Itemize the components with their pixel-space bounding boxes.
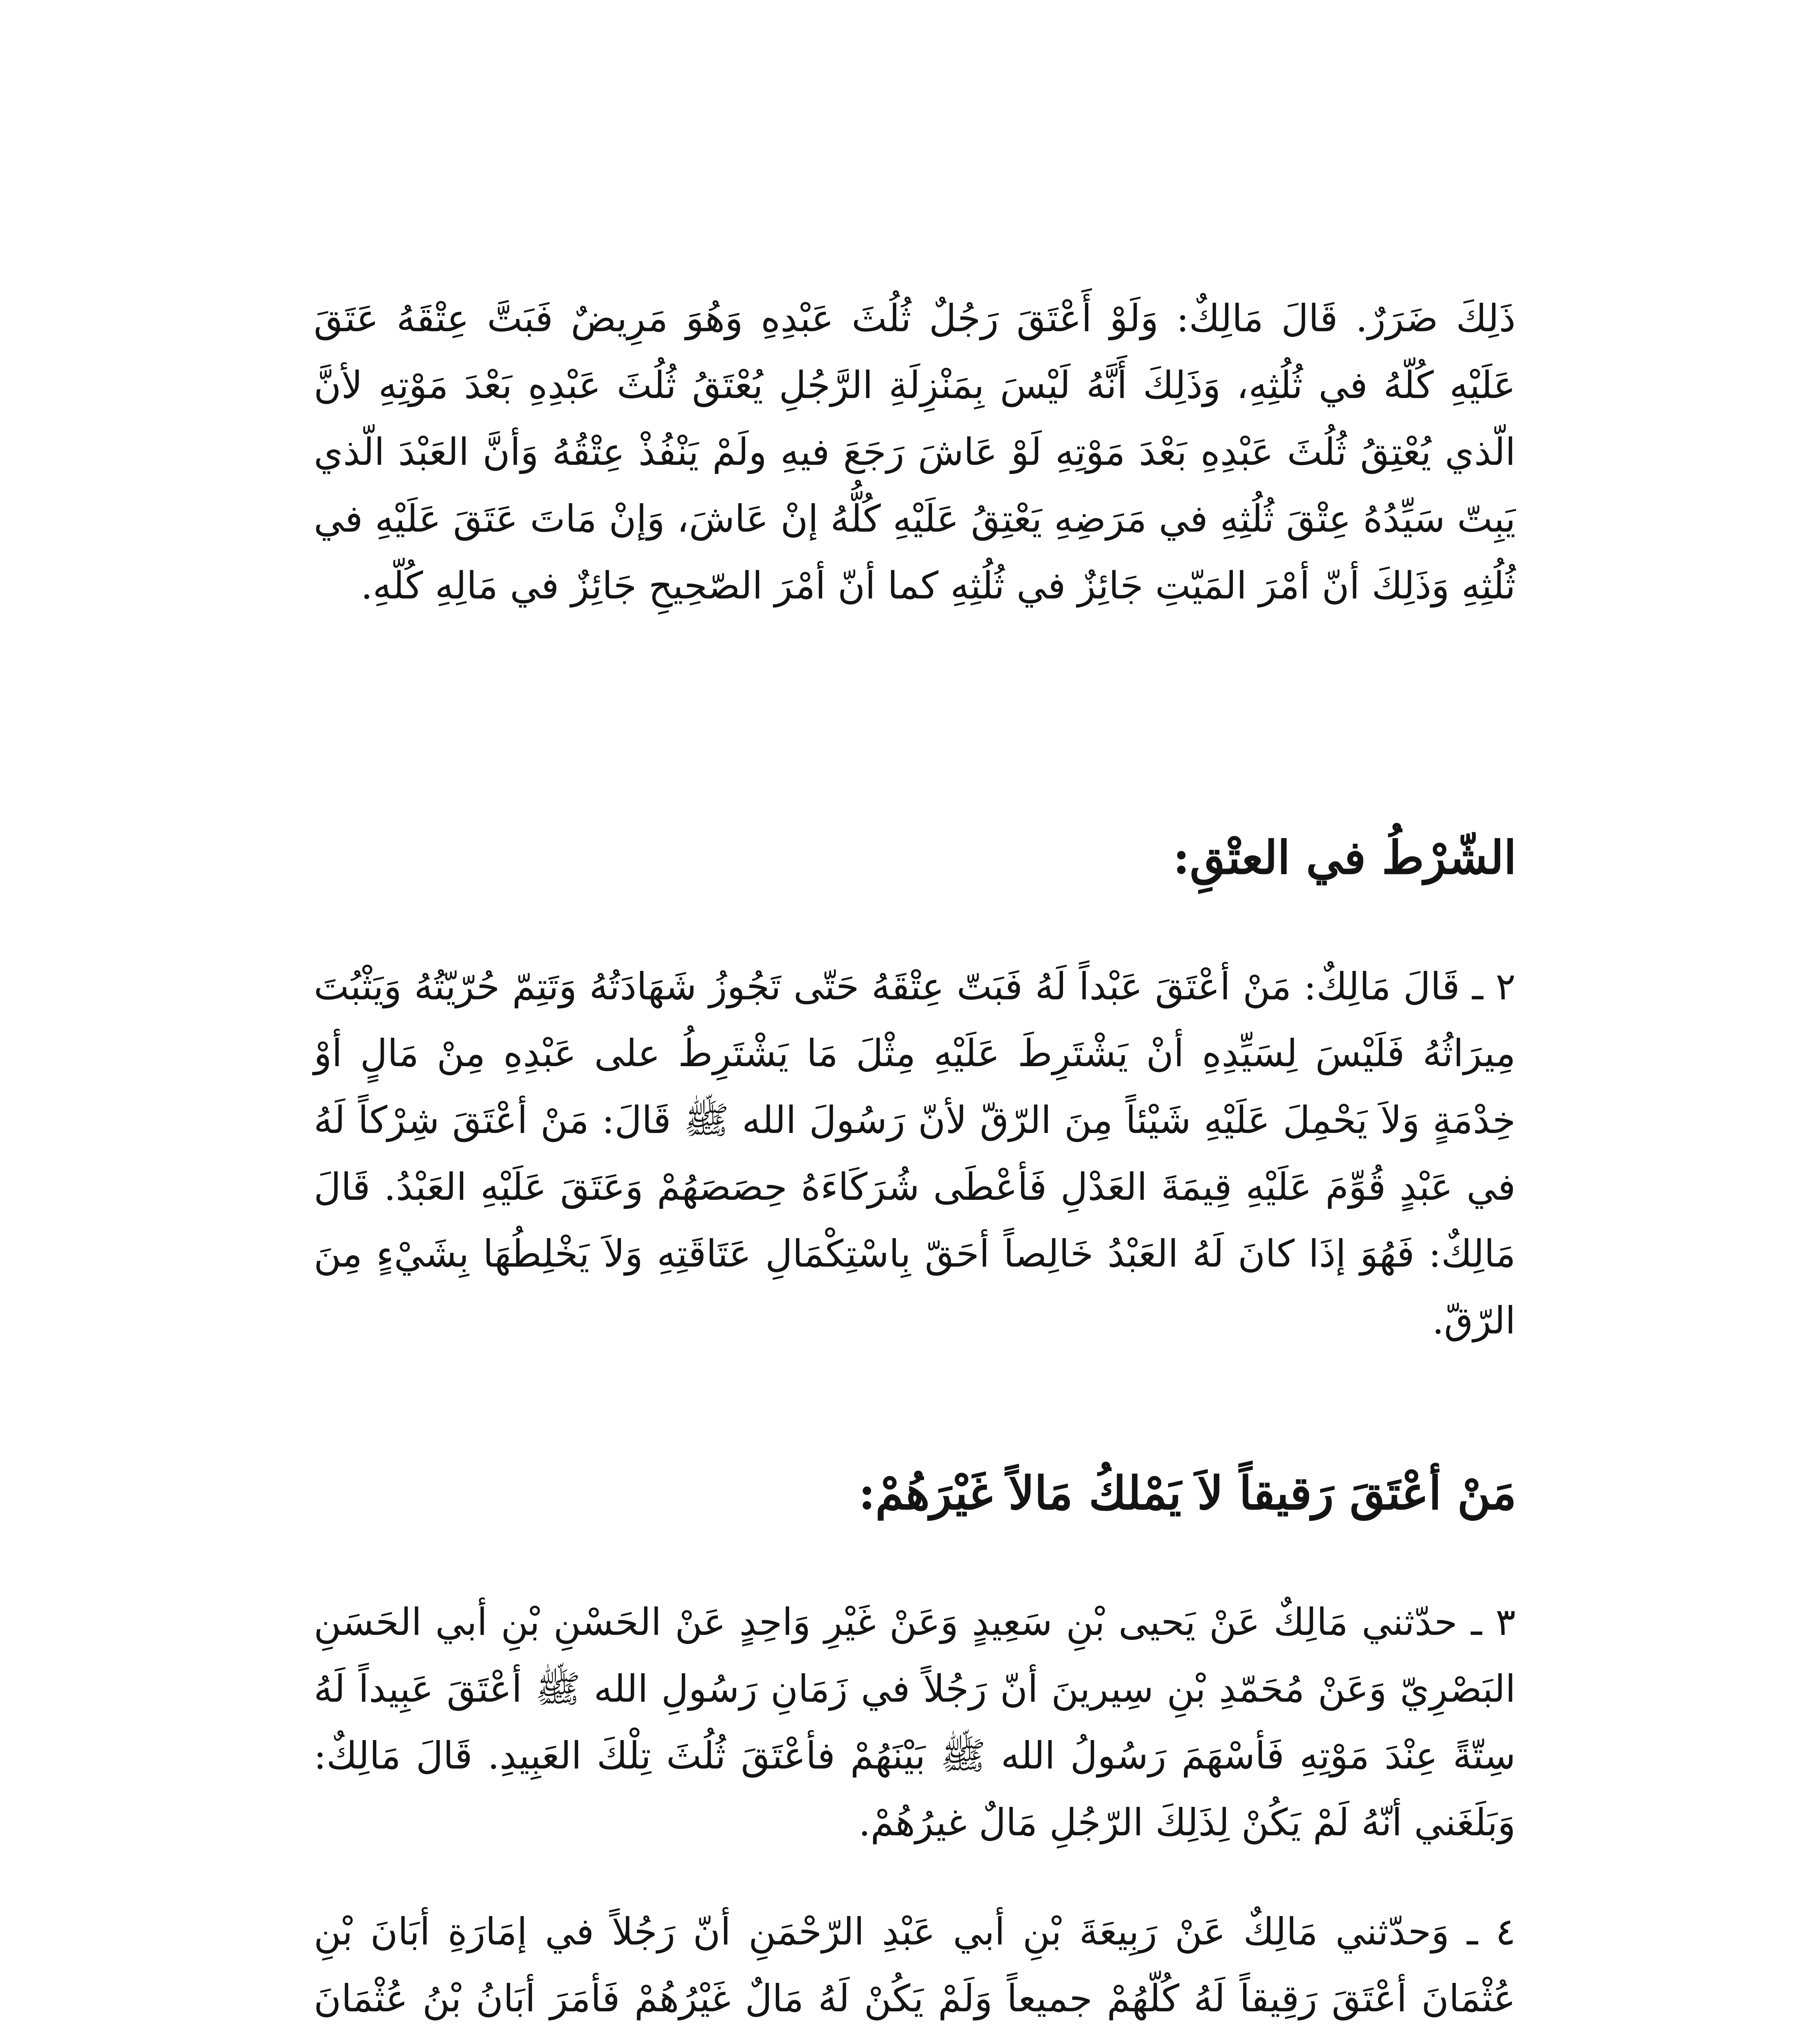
paragraph-2: ٢ ـ قَالَ مَالِكٌ: مَنْ أعْتَقَ عَبْداً لَهُ فَبَتّ عِتْقَهُ حَتّى تَجُوزُ شَهَادَتُهُ وَتَتِمّ حُرّيّتُهُ وَيَثْبُتَ مِيرَاثُهُ فَلَيْسَ لِسَيِّدِهِ أنْ يَشْتَرِطَ عَلَيْهِ مِثْلَ مَا يَشْتَرِطُ على عَبْدِهِ مِنْ مَالٍ أوْ خِدْمَةٍ وَلاَ يَحْمِلَ عَلَيْهِ شَيْئاً مِنَ الرّقّ لأنّ رَسُولَ الله ﷺ قَالَ: مَنْ أعْتَقَ شِرْكاً لَهُ في عَبْدٍ قُوِّمَ عَلَيْهِ قِيمَةَ العَدْلِ فَأعْطَى شُرَكَاءَهُ حِصَصَهُمْ وَعَتَقَ عَلَيْهِ العَبْدُ. قَالَ مَالِكٌ: فَهُوَ إذَا كانَ لَهُ العَبْدُ خَالِصاً أحَقّ بِاسْتِكْمَالِ عَتَاقَتِهِ وَلاَ يَخْلِطُهَا بِشَيْءٍ مِنَ الرّقّ.: [314, 965, 1516, 1342]
paragraph-3: ٣ ـ حدّثني مَالِكٌ عَنْ يَحيى بْنِ سَعِيدٍ وَعَنْ غَيْرِ وَاحِدٍ عَنْ الحَسْنِ بْنِ أبي الحَسَنِ البَصْرِيّ وَعَنْ مُحَمّدِ بْنِ سِيرينَ أنّ رَجُلاً في زَمَانِ رَسُولِ الله ﷺ أعْتَقَ عَبِيداً لَهُ سِتّةً عِنْدَ مَوْتِهِ فَأسْهَمَ رَسُولُ الله ﷺ بَيْنَهُمْ فأعْتَقَ ثُلُثَ تِلْكَ العَبِيدِ. قَالَ مَالِكٌ: وَبَلَغَني أنّهُ لَمْ يَكُنْ لِذَلِكَ الرّجُلِ مَالٌ غيرُهُمْ.: [314, 1600, 1516, 1844]
paragraph-4: ٤ ـ وَحدّثني مَالِكٌ عَنْ رَبِيعَةَ بْنِ أبي عَبْدِ الرّحْمَنِ أنّ رَجُلاً في إمَارَةِ أبَانَ بْنِ عُثْمَانَ أعْتَقَ رَقِيقاً لَهُ كُلّهُمْ جميعاً وَلَمْ يَكُنْ لَهُ مَالٌ غَيْرُهُمْ فَأمَرَ أبَانُ بْنُ عُثْمَانَ: [314, 1910, 1516, 2020]
section-heading-freeing-slaves-without-other-wealth: مَنْ أعْتَقَ رَقيقاً لاَ يَمْلكُ مَالاً غَيْرَهُمْ:: [858, 1467, 1516, 1520]
paragraph-continuation: ذَلِكَ ضَرَرٌ. قَالَ مَالِكٌ: وَلَوْ أَعْتَقَ رَجُلٌ ثُلُثَ عَبْدِهِ وَهُوَ مَرِيضٌ فَبَتَّ عِتْقَهُ عَتَقَ عَلَيْهِ كُلّهُ في ثُلُثِهِ، وَذَلِكَ أَنَّهُ لَيْسَ بِمَنْزِلَةِ الرَّجُلِ يُعْتَقُ ثُلُثَ عَبْدِهِ بَعْدَ مَوْتِهِ لأنَّ الّذي يُعْتِقُ ثُلُثَ عَبْدِهِ بَعْدَ مَوْتِهِ لَوْ عَاشَ رَجَعَ فيهِ ولَمْ يَنْفُذْ عِتْقُهُ وَأنَّ العَبْدَ الّذي يَبِتّ سَيِّدُهُ عِتْقَ ثُلُثِهِ في مَرَضِهِ يَعْتِقُ عَلَيْهِ كُلُّهُ إنْ عَاشَ، وَإنْ مَاتَ عَتَقَ عَلَيْهِ في ثُلُثِهِ وَذَلِكَ أنّ أمْرَ المَيّتِ جَائِزٌ في ثُلُثِهِ كما أنّ أمْرَ الصّحِيحِ جَائِزٌ في مَالِهِ كُلّهِ.: [314, 297, 1516, 607]
section-heading-condition-in-manumission: الشّرْطُ في العتْقِ:: [1173, 831, 1516, 884]
